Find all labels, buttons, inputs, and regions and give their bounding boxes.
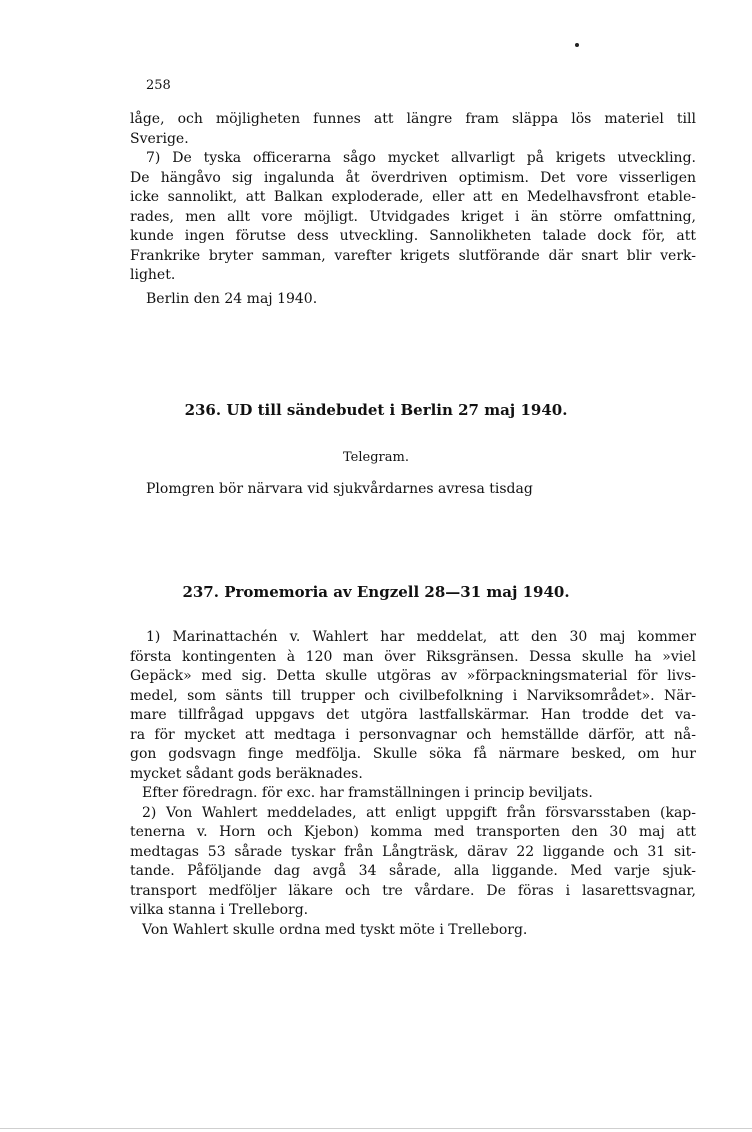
text-line: tenerna v. Horn och Kjebon) komma med transporten den 30 maj att xyxy=(130,824,696,840)
text-line: De hängåvo sig ingalunda åt överdriven optimism. Det vore visserligen xyxy=(130,169,696,186)
doc-236-body xyxy=(130,480,696,500)
section-top-paragraphs xyxy=(130,110,696,309)
text-line: rades, men allt vore möjligt. Utvidgades kriget i än större omfattning, xyxy=(130,208,696,225)
text-line: Frankrike bryter samman, varefter krigets slutförande där snart blir verk- xyxy=(130,247,696,264)
text-line: medtagas 53 sårade tyskar från Långträsk, därav 22 liggande och 31 sit- xyxy=(130,843,696,860)
text-line: Plomgren bör närvara vid sjukvårdarnes avresa tisdag xyxy=(146,481,533,497)
text-line: Efter föredragn. för exc. har framställningen i princip beviljats. xyxy=(142,785,593,801)
text-line: Sverige. xyxy=(130,130,189,147)
text-line: första kontingenten à 120 man över Riksgränsen. Dessa skulle ha »viel xyxy=(130,648,696,665)
text-line: låge, och möjligheten funnes att längre fram släppa lös materiel till xyxy=(130,111,696,127)
text-line: mycket sådant gods beräknades. xyxy=(130,765,363,782)
doc-237-body xyxy=(130,628,696,940)
doc-236-heading: 236. UD till sändebudet i Berlin 27 maj 1940. xyxy=(184,401,568,419)
text-line: kunde ingen förutse dess utveckling. Sannolikheten talade dock för, att xyxy=(130,228,696,244)
text-line: lighet. xyxy=(130,267,176,283)
text-line: transport medföljer läkare och tre vårdare. De föras i lasarettsvagnar, xyxy=(130,882,696,899)
text-line: Von Wahlert skulle ordna med tyskt möte i Trelleborg. xyxy=(142,921,528,938)
signoff-line: Berlin den 24 maj 1940. xyxy=(146,290,318,307)
doc-237-heading: 237. Promemoria av Engzell 28—31 maj 1940. xyxy=(182,583,570,601)
text-line: 7) De tyska officerarna sågo mycket allvarligt på krigets utveckling. xyxy=(146,150,696,166)
text-line: Gepäck» med sig. Detta skulle utgöras av »förpackningsmaterial för livs- xyxy=(130,668,696,684)
text-line: 2) Von Wahlert meddelades, att enligt uppgift från försvarsstaben (kap- xyxy=(142,804,696,821)
text-line: 1) Marinattachén v. Wahlert har meddelat, att den 30 maj kommer xyxy=(146,629,696,645)
page-bottom-edge xyxy=(0,1128,752,1129)
text-line: vilka stanna i Trelleborg. xyxy=(130,902,309,918)
text-line: mare tillfrågad uppgavs det utgöra lastfallskärmar. Han trodde det va- xyxy=(130,707,696,723)
text-line: ra för mycket att medtaga i personvagnar och hemställde därför, att nå- xyxy=(130,726,696,743)
page-number: 258 xyxy=(146,78,171,93)
text-line: icke sannolikt, att Balkan exploderade, eller att en Medelhavsfront etable- xyxy=(130,189,696,205)
doc-236-subheading: Telegram. xyxy=(343,450,409,465)
text-line: tande. Påföljande dag avgå 34 sårade, alla liggande. Med varje sjuk- xyxy=(130,863,696,879)
text-line: medel, som sänts till trupper och civilbefolkning i Narviksområdet». När- xyxy=(130,687,696,704)
ink-speck xyxy=(575,43,579,47)
text-line: gon godsvagn finge medfölja. Skulle söka få närmare besked, om hur xyxy=(130,746,696,762)
